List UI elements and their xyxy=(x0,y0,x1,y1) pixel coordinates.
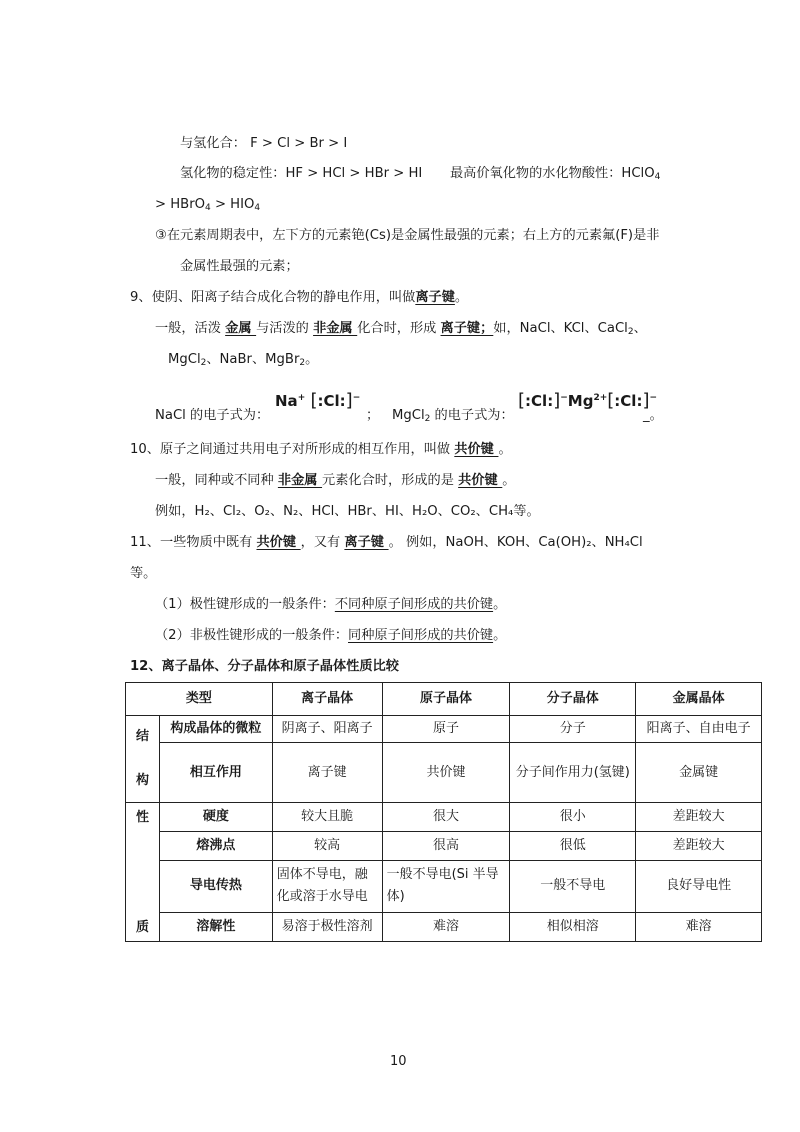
ionic-bond-general: 一般，活泼 金属 与活泼的 非金属 化合时，形成 离子键；如，NaCl、KCl、CaCl$_2$、 xyxy=(155,321,647,337)
table-cell: 良好导电性 xyxy=(636,860,762,912)
table-header-row xyxy=(126,683,762,716)
row-label: 熔沸点 xyxy=(159,831,272,860)
oxyacid-acidity-cont: > HBrO$_4$ > $HIO_4$ xyxy=(155,197,261,213)
mixed-bond-line: 11、一些物质中既有 共价键 ，又有 离子键 。 例如，NaOH、KOH、Ca(OH)₂、NH₄Cl xyxy=(130,535,643,550)
formula-end: _。 xyxy=(643,408,663,423)
formula-separator: ； xyxy=(366,408,380,423)
oxyacid-acidity-line: 最高价氧化物的水化物酸性：HClO$_4$ xyxy=(450,166,661,182)
header-molecular: 分子晶体 xyxy=(510,683,636,716)
header-type: 类型 xyxy=(126,683,273,716)
row-label: 相互作用 xyxy=(159,743,272,803)
table-row xyxy=(126,913,762,942)
table-cell: 很大 xyxy=(382,803,510,832)
row-label: 导电传热 xyxy=(159,860,272,912)
table-cell: 难溶 xyxy=(636,913,762,942)
ionic-bond-definition: 9、使阴、阳离子结合成化合物的静电作用，叫做离子键。 xyxy=(130,290,469,305)
table-cell: 相似相溶 xyxy=(510,913,636,942)
table-cell: 原子 xyxy=(382,716,510,743)
table-cell: 易溶于极性溶剂 xyxy=(272,913,382,942)
page-number: 10 xyxy=(390,1054,407,1069)
covalent-examples: 例如，H₂、Cl₂、O₂、N₂、HCl、HBr、HI、H₂O、CO₂、CH₄等。 xyxy=(155,504,540,519)
crystal-comparison-table xyxy=(125,682,762,942)
table-cell: 较大且脆 xyxy=(272,803,382,832)
row-label: 硬度 xyxy=(159,803,272,832)
table-cell: 很高 xyxy=(382,831,510,860)
polar-bond-condition: （1）极性键形成的一般条件：不同种原子间形成的共价键。 xyxy=(155,597,507,612)
property-group-label: 性 质 xyxy=(126,803,160,942)
structure-group-label: 结 构 xyxy=(126,716,160,803)
table-cell: 较高 xyxy=(272,831,382,860)
table-cell: 一般不导电 xyxy=(510,860,636,912)
nacl-formula-label: NaCl 的电子式为： xyxy=(155,408,270,423)
nacl-lewis-structure: Na+ [:Cl:]− xyxy=(275,390,361,411)
table-cell: 分子 xyxy=(510,716,636,743)
table-cell: 差距较大 xyxy=(636,803,762,832)
table-row xyxy=(126,743,762,803)
ionic-examples: MgCl$_2$、NaBr、MgBr$_2$。 xyxy=(168,352,319,368)
row-label: 构成晶体的微粒 xyxy=(159,716,272,743)
table-cell: 差距较大 xyxy=(636,831,762,860)
table-cell: 阳离子、自由电子 xyxy=(636,716,762,743)
row-label: 溶解性 xyxy=(159,913,272,942)
table-cell: 金属键 xyxy=(636,743,762,803)
table-cell: 很小 xyxy=(510,803,636,832)
hydride-stability-line: 氢化物的稳定性：HF > HCl > HBr > HI xyxy=(180,166,423,181)
periodic-trend-cont: 金属性最强的元素； xyxy=(180,259,299,274)
table-cell: 很低 xyxy=(510,831,636,860)
table-row xyxy=(126,860,762,912)
covalent-bond-definition: 10、原子之间通过共用电子对所形成的相互作用，叫做 共价键 。 xyxy=(130,442,512,457)
table-row xyxy=(126,831,762,860)
table-cell: 固体不导电，融化或溶于水导电 xyxy=(272,860,382,912)
table-cell: 阴离子、阳离子 xyxy=(272,716,382,743)
table-row xyxy=(126,716,762,743)
table-cell: 共价键 xyxy=(382,743,510,803)
table-cell: 一般不导电(Si 半导体) xyxy=(382,860,510,912)
nonpolar-bond-condition: （2）非极性键形成的一般条件：同种原子间形成的共价键。 xyxy=(155,628,507,643)
covalent-bond-general: 一般，同种或不同种 非金属 元素化合时，形成的是 共价键 。 xyxy=(155,473,516,488)
periodic-trend-line: ③在元素周期表中，左下方的元素铯(Cs)是金属性最强的元素；右上方的元素氟(F)是非 xyxy=(155,228,660,243)
mixed-bond-cont: 等。 xyxy=(130,566,157,581)
mgcl2-lewis-structure: $[:Cl:]^-Mg^{2+}[:Cl:]^-$ xyxy=(518,390,658,411)
header-ionic: 离子晶体 xyxy=(272,683,382,716)
mgcl2-formula-label: MgCl$_2$ 的电子式为： xyxy=(392,408,514,424)
table-cell: 分子间作用力(氢键) xyxy=(510,743,636,803)
header-atomic: 原子晶体 xyxy=(382,683,510,716)
header-metallic: 金属晶体 xyxy=(636,683,762,716)
halogen-hydrogen-line: 与氢化合： F > Cl > Br > I xyxy=(180,136,348,151)
crystal-comparison-heading: 12、离子晶体、分子晶体和原子晶体性质比较 xyxy=(130,659,399,674)
table-cell: 离子键 xyxy=(272,743,382,803)
table-row xyxy=(126,803,762,832)
table-cell: 难溶 xyxy=(382,913,510,942)
